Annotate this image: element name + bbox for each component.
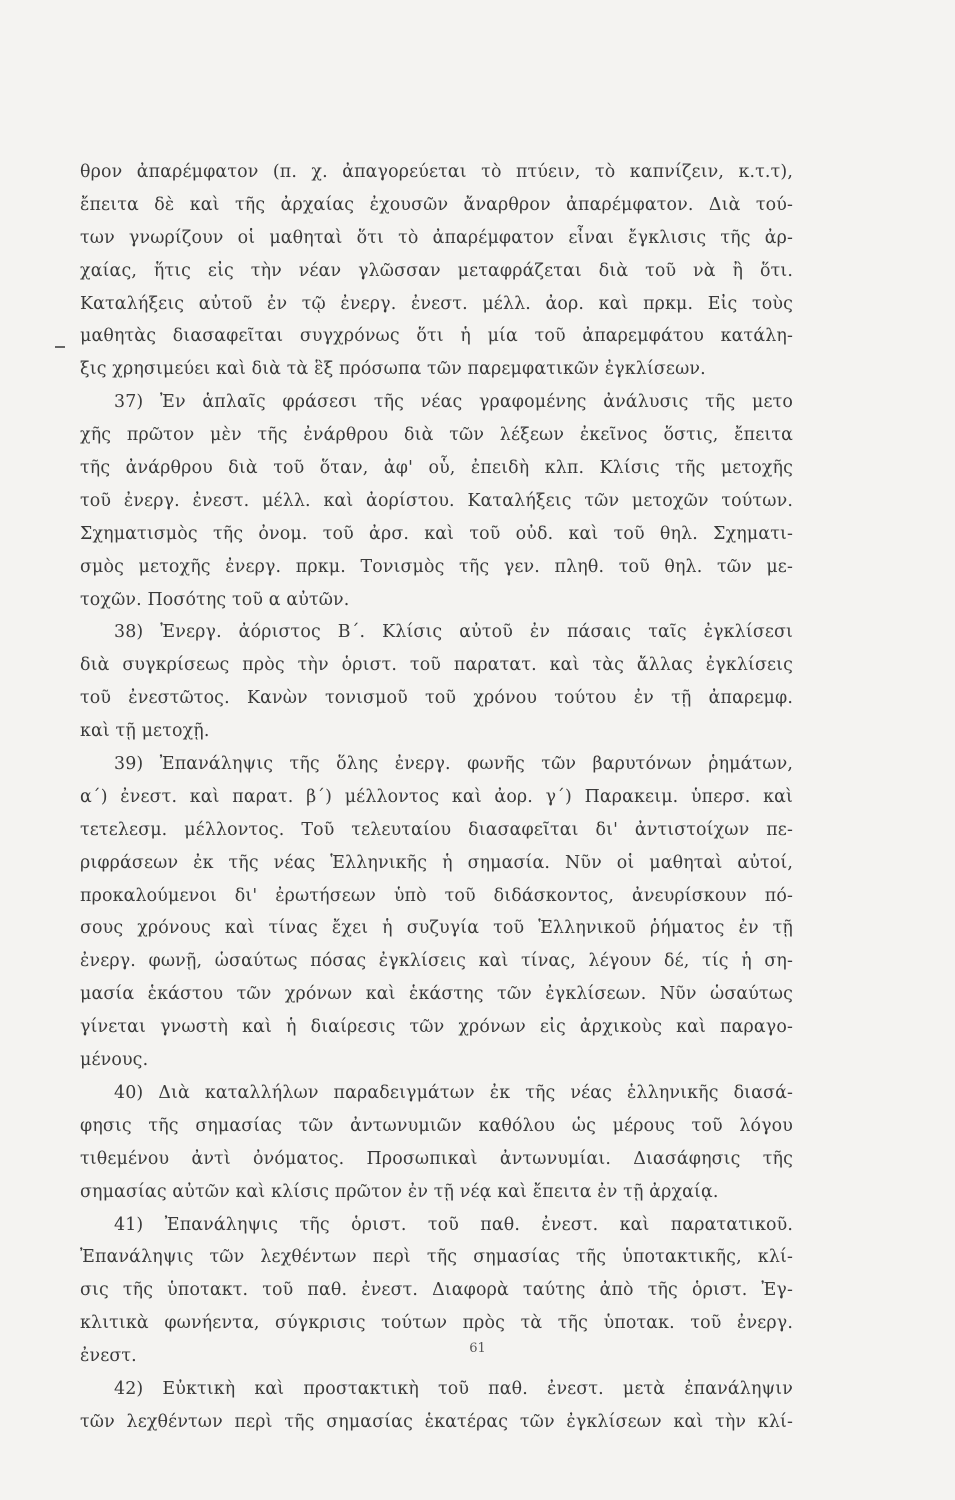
text-line: των γνωρίζουν οἱ μαθηταὶ ὅτι τὸ ἀπαρέμφατον εἶναι ἔγκλισις τῆς ἀρ-	[80, 227, 793, 248]
text-line: χῆς πρῶτον μὲν τῆς ἐνάρθρου διὰ τῶν λέξεων ἐκεῖνος ὅστις, ἔπειτα	[80, 425, 793, 446]
text-line: τοῦ ἐνεστῶτος. Κανὼν τονισμοῦ τοῦ χρόνου τούτου ἐν τῇ ἀπαρεμφ.	[80, 688, 793, 709]
text-line: τοχῶν. Ποσότης τοῦ α αὐτῶν.	[80, 589, 350, 610]
text-line: ριφράσεων ἐκ τῆς νέας Ἑλληνικῆς ἡ σημασία. Νῦν οἱ μαθηταὶ αὐτοί,	[80, 852, 793, 873]
text-line: ἐνεργ. φωνῇ, ὡσαύτως πόσας ἐγκλίσεις καὶ τίνας, λέγουν δέ, τίς ἡ ση-	[80, 951, 793, 972]
section-37-start: 37) Ἐν ἁπλαῖς φράσεσι τῆς νέας γραφομένης ἀνάλυσις τῆς μετο	[114, 392, 793, 413]
text-line: θρον ἀπαρέμφατον (π. χ. ἀπαγορεύεται τὸ πτύειν, τὸ καπνίζειν, κ.τ.τ),	[80, 162, 793, 182]
text-line: χαίας, ἥτις εἰς τὴν νέαν γλῶσσαν μεταφράζεται διὰ τοῦ νὰ ἢ ὅτι.	[80, 260, 793, 281]
text-line: μένους.	[80, 1050, 149, 1071]
text-line: γίνεται γνωστὴ καὶ ἡ διαίρεσις τῶν χρόνων εἰς ἀρχικοὺς καὶ παραγο-	[80, 1017, 793, 1038]
text-line: Σχηματισμὸς τῆς ὀνομ. τοῦ ἀρσ. καὶ τοῦ οὐδ. καὶ τοῦ θηλ. Σχηματι-	[80, 523, 793, 544]
text-line: ἔπειτα δὲ καὶ τῆς ἀρχαίας ἐχουσῶν ἄναρθρον ἀπαρέμφατον. Διὰ τού-	[80, 194, 793, 215]
text-line: τῆς ἀνάρθρου διὰ τοῦ ὅταν, ἀφ' οὗ, ἐπειδὴ κλπ. Κλίσις τῆς μετοχῆς	[80, 458, 793, 479]
section-42-start: 42) Εὐκτικὴ καὶ προστακτικὴ τοῦ παθ. ἐνεστ. μετὰ ἐπανάληψιν	[114, 1378, 793, 1399]
text-line: Καταλήξεις αὐτοῦ ἐν τῷ ἐνεργ. ἐνεστ. μέλλ. ἀορ. καὶ πρκμ. Εἰς τοὺς	[80, 293, 793, 314]
section-39-start: 39) Ἐπανάληψις τῆς ὅλης ἐνεργ. φωνῆς τῶν βαρυτόνων ῥημάτων,	[114, 754, 793, 775]
text-line: ξις χρησιμεύει καὶ διὰ τὰ ἓξ πρόσωπα τῶν παρεμφατικῶν ἐγκλίσεων.	[80, 359, 706, 380]
text-line: τετελεσμ. μέλλοντος. Τοῦ τελευταίου διασαφεῖται δι' ἀντιστοίχων πε-	[80, 819, 793, 840]
text-line: κλιτικὰ φωνήεντα, σύγκρισις τούτων πρὸς τὰ τῆς ὑποτακ. τοῦ ἐνεργ.	[80, 1313, 793, 1334]
section-40-start: 40) Διὰ καταλλήλων παραδειγμάτων ἐκ τῆς νέας ἑλληνικῆς διασά-	[114, 1082, 793, 1103]
text-line: μαθητὰς διασαφεῖται συγχρόνως ὅτι ἡ μία τοῦ ἀπαρεμφάτου κατάλη-	[80, 326, 793, 347]
text-line: ἐνεστ.	[80, 1346, 137, 1367]
text-line: Ἐπανάληψις τῶν λεχθέντων περὶ τῆς σημασίας τῆς ὑποτακτικῆς, κλί-	[80, 1247, 793, 1268]
page-number: 61	[469, 1341, 486, 1356]
section-38-start: 38) Ἐνεργ. ἀόριστος Β΄. Κλίσις αὐτοῦ ἐν πάσαις ταῖς ἐγκλίσεσι	[114, 622, 793, 643]
text-line: τοῦ ἐνεργ. ἐνεστ. μέλλ. καὶ ἀορίστου. Καταλήξεις τῶν μετοχῶν τούτων.	[80, 490, 793, 511]
text-line: καὶ τῇ μετοχῇ.	[80, 721, 210, 742]
text-line: τιθεμένου ἀντὶ ὀνόματος. Προσωπικαὶ ἀντωνυμίαι. Διασάφησις τῆς	[80, 1148, 793, 1169]
text-line: σμὸς μετοχῆς ἐνεργ. πρκμ. Τονισμὸς τῆς γεν. πληθ. τοῦ θηλ. τῶν με-	[80, 556, 793, 577]
text-line: μασία ἑκάστου τῶν χρόνων καὶ ἑκάστης τῶν ἐγκλίσεων. Νῦν ὡσαύτως	[80, 984, 793, 1005]
page-body	[80, 156, 793, 1439]
margin-mark	[55, 346, 65, 348]
text-line: διὰ συγκρίσεως πρὸς τὴν ὁριστ. τοῦ παρατατ. καὶ τὰς ἄλλας ἐγκλίσεις	[80, 655, 793, 676]
text-line: σημασίας αὐτῶν καὶ κλίσις πρῶτον ἐν τῇ νέᾳ καὶ ἔπειτα ἐν τῇ ἀρχαίᾳ.	[80, 1181, 719, 1202]
text-line: σους χρόνους καὶ τίνας ἔχει ἡ συζυγία τοῦ Ἑλληνικοῦ ῥήματος ἐν τῇ	[80, 918, 793, 939]
text-line: προκαλούμενοι δι' ἐρωτήσεων ὑπὸ τοῦ διδάσκοντος, ἀνευρίσκουν πό-	[80, 885, 793, 906]
text-line: τῶν λεχθέντων περὶ τῆς σημασίας ἑκατέρας τῶν ἐγκλίσεων καὶ τὴν κλί-	[80, 1411, 793, 1432]
text-line: φησις τῆς σημασίας τῶν ἀντωνυμιῶν καθόλου ὡς μέρους τοῦ λόγου	[80, 1115, 793, 1136]
text-line: σις τῆς ὑποτακτ. τοῦ παθ. ἐνεστ. Διαφορὰ ταύτης ἀπὸ τῆς ὁριστ. Ἐγ-	[80, 1280, 793, 1301]
text-line: α΄) ἐνεστ. καὶ παρατ. β΄) μέλλοντος καὶ ἀορ. γ΄) Παρακειμ. ὑπερσ. καὶ	[80, 786, 793, 807]
section-41-start: 41) Ἐπανάληψις τῆς ὁριστ. τοῦ παθ. ἐνεστ. καὶ παρατατικοῦ.	[114, 1214, 793, 1235]
